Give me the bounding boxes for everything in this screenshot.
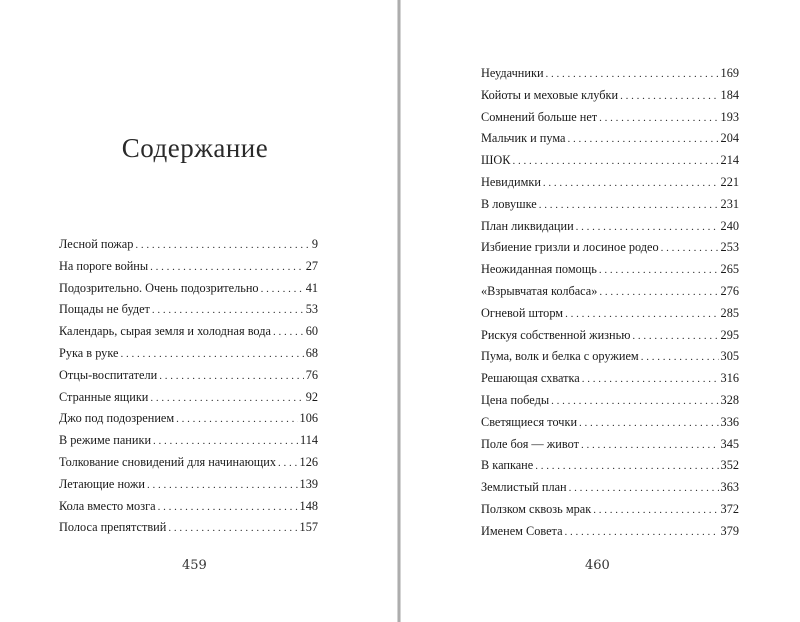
toc-entry-page: 336: [720, 414, 739, 429]
toc-entry-page: 53: [305, 302, 318, 317]
toc-entry-title: Цена победы: [481, 392, 550, 407]
toc-entry: [59, 278, 318, 300]
dot-leader: [147, 474, 298, 497]
toc-entry-title: Землистый план: [481, 480, 567, 495]
dot-leader: [599, 259, 719, 282]
toc-entry-page: 114: [300, 433, 318, 448]
dot-leader: [513, 150, 719, 173]
toc-entry-title: Ползком сквозь мрак: [481, 501, 592, 516]
toc-entry: [59, 496, 318, 518]
right-page: [401, 0, 800, 622]
toc-entry-page: 372: [720, 501, 739, 516]
toc-entry-page: 184: [720, 87, 739, 102]
toc-entry-page: 68: [305, 345, 318, 360]
dot-leader: [539, 194, 719, 217]
toc-entry: [481, 390, 739, 412]
toc-entry-title: Кола вместо мозга: [59, 498, 156, 513]
toc-entry-title: Койоты и меховые клубки: [481, 87, 619, 102]
toc-entry-page: 328: [720, 392, 739, 407]
toc-entry: [481, 172, 739, 194]
toc-entry: [59, 256, 318, 278]
toc-entry-title: Сомнений больше нет: [481, 109, 598, 124]
toc-entry-title: В ловушке: [481, 196, 537, 211]
dot-leader: [565, 303, 718, 326]
toc-entry: [481, 346, 739, 368]
dot-leader: [579, 412, 719, 435]
toc-entry-page: 106: [299, 411, 318, 426]
dot-leader: [261, 278, 304, 301]
toc-entry-title: ШОК: [481, 153, 511, 168]
toc-entry: [59, 365, 318, 387]
dot-leader: [576, 216, 719, 239]
dot-leader: [120, 343, 303, 366]
dot-leader: [565, 521, 719, 544]
toc-entry-page: 9: [311, 237, 318, 251]
toc-entry-page: 345: [720, 436, 739, 451]
toc-entry: [481, 499, 739, 521]
toc-list-left: [59, 234, 318, 539]
dot-leader: [568, 128, 719, 151]
dot-leader: [153, 430, 298, 453]
toc-entry: [481, 303, 739, 325]
toc-entry-title: Странные ящики: [59, 389, 149, 404]
toc-entry: [481, 455, 739, 477]
toc-entry-page: 193: [720, 109, 739, 124]
toc-list-right: [481, 63, 739, 543]
toc-entry: [59, 474, 318, 496]
toc-entry-title: Летающие ножи: [59, 476, 145, 491]
toc-entry-page: 285: [720, 305, 739, 320]
toc-entry-title: Поле боя — живот: [481, 436, 579, 451]
toc-entry-page: 126: [299, 454, 318, 469]
toc-entry-title: Отцы-воспитатели: [59, 367, 158, 382]
dot-leader: [569, 477, 719, 500]
toc-entry: [59, 321, 318, 343]
dot-leader: [581, 434, 719, 457]
toc-entry-page: 240: [720, 218, 739, 233]
toc-entry: [59, 299, 318, 321]
toc-entry-page: 295: [720, 327, 739, 342]
toc-entry: [481, 237, 739, 259]
toc-entry: [481, 107, 739, 129]
toc-entry-title: Подозрительно. Очень подозрительно: [59, 280, 259, 295]
toc-entry-page: 265: [720, 262, 739, 277]
dot-leader: [535, 455, 718, 478]
toc-entry: [481, 434, 739, 456]
toc-entry: [59, 517, 318, 539]
toc-entry-page: 139: [299, 476, 318, 491]
toc-entry-title: «Взрывчатая колбаса»: [481, 283, 598, 298]
toc-entry: [481, 368, 739, 390]
toc-entry-title: Избиение гризли и лосиное родео: [481, 240, 659, 255]
toc-entry-page: 41: [305, 280, 318, 295]
toc-entry: [481, 194, 739, 216]
dot-leader: [159, 365, 304, 388]
page-title: Содержание: [121, 133, 269, 163]
dot-leader: [599, 107, 718, 130]
toc-entry-title: Календарь, сырая земля и холодная вода: [59, 324, 271, 339]
dot-leader: [632, 325, 718, 348]
toc-entry-page: 169: [720, 66, 739, 80]
toc-entry: [59, 430, 318, 452]
toc-entry-page: 379: [720, 523, 739, 538]
toc-entry-page: 363: [720, 480, 739, 495]
toc-entry-page: 221: [720, 174, 739, 189]
toc-entry-title: Толкование сновидений для начинающих: [59, 454, 276, 469]
toc-entry-title: В капкане: [481, 458, 534, 473]
dot-leader: [620, 85, 718, 108]
toc-entry-page: 214: [720, 153, 739, 168]
toc-entry-title: Именем Совета: [481, 523, 563, 538]
toc-entry-title: Неожиданная помощь: [481, 262, 597, 277]
toc-entry: [59, 387, 318, 409]
toc-entry-page: 27: [305, 258, 318, 273]
dot-leader: [168, 517, 297, 540]
toc-entry: [481, 521, 739, 543]
dot-leader: [546, 63, 719, 86]
left-page: [0, 0, 398, 622]
toc-entry: [481, 128, 739, 150]
toc-entry-title: Пощады не будет: [59, 302, 150, 317]
toc-entry-title: В режиме паники: [59, 433, 152, 448]
dot-leader: [150, 387, 303, 410]
toc-entry-title: Рискуя собственной жизнью: [481, 327, 631, 342]
toc-entry-title: Полоса препятствий: [59, 520, 167, 535]
toc-entry-page: 316: [720, 371, 739, 386]
dot-leader: [593, 499, 718, 522]
toc-entry-page: 148: [299, 498, 318, 513]
toc-entry-page: 253: [720, 240, 739, 255]
toc-entry: [481, 150, 739, 172]
toc-entry: [59, 408, 318, 430]
toc-entry: [481, 281, 739, 303]
page-number-right: 460: [585, 558, 610, 573]
toc-entry: [481, 412, 739, 434]
toc-entry: [481, 63, 739, 85]
dot-leader: [273, 321, 304, 344]
toc-entry: [59, 234, 318, 256]
toc-entry: [481, 325, 739, 347]
dot-leader: [278, 452, 298, 475]
toc-entry-page: 76: [305, 367, 318, 382]
toc-entry-page: 231: [720, 196, 739, 211]
dot-leader: [150, 256, 304, 279]
toc-entry: [59, 343, 318, 365]
dot-leader: [152, 299, 304, 322]
toc-entry-title: Огневой шторм: [481, 305, 564, 320]
dot-leader: [641, 346, 719, 369]
dot-leader: [661, 237, 719, 260]
toc-entry-title: Пума, волк и белка с оружием: [481, 349, 639, 364]
toc-entry-page: 305: [720, 349, 739, 364]
toc-entry-page: 204: [720, 131, 739, 146]
toc-entry: [481, 259, 739, 281]
dot-leader: [158, 496, 298, 519]
toc-entry-title: Мальчик и пума: [481, 131, 566, 146]
page-number-left: 459: [182, 558, 207, 573]
dot-leader: [599, 281, 718, 304]
dot-leader: [176, 408, 297, 431]
toc-entry-title: Решающая схватка: [481, 371, 580, 386]
toc-entry-title: На пороге войны: [59, 258, 149, 273]
toc-entry-page: 92: [305, 389, 318, 404]
dot-leader: [135, 234, 309, 257]
toc-entry: [59, 452, 318, 474]
dot-leader: [551, 390, 718, 413]
dot-leader: [543, 172, 719, 195]
toc-entry-title: Рука в руке: [59, 345, 119, 360]
toc-entry: [481, 216, 739, 238]
toc-entry-title: Невидимки: [481, 174, 541, 189]
toc-entry-page: 157: [299, 520, 318, 535]
toc-entry-page: 60: [305, 324, 318, 339]
dot-leader: [582, 368, 719, 391]
toc-entry-title: Светящиеся точки: [481, 414, 578, 429]
toc-entry-page: 352: [720, 458, 739, 473]
toc-entry-title: Лесной пожар: [59, 237, 134, 251]
toc-entry: [481, 85, 739, 107]
toc-entry: [481, 477, 739, 499]
toc-entry-title: План ликвидации: [481, 218, 574, 233]
toc-entry-title: Джо под подозрением: [59, 411, 175, 426]
toc-entry-page: 276: [720, 283, 739, 298]
toc-entry-title: Неудачники: [481, 66, 544, 80]
